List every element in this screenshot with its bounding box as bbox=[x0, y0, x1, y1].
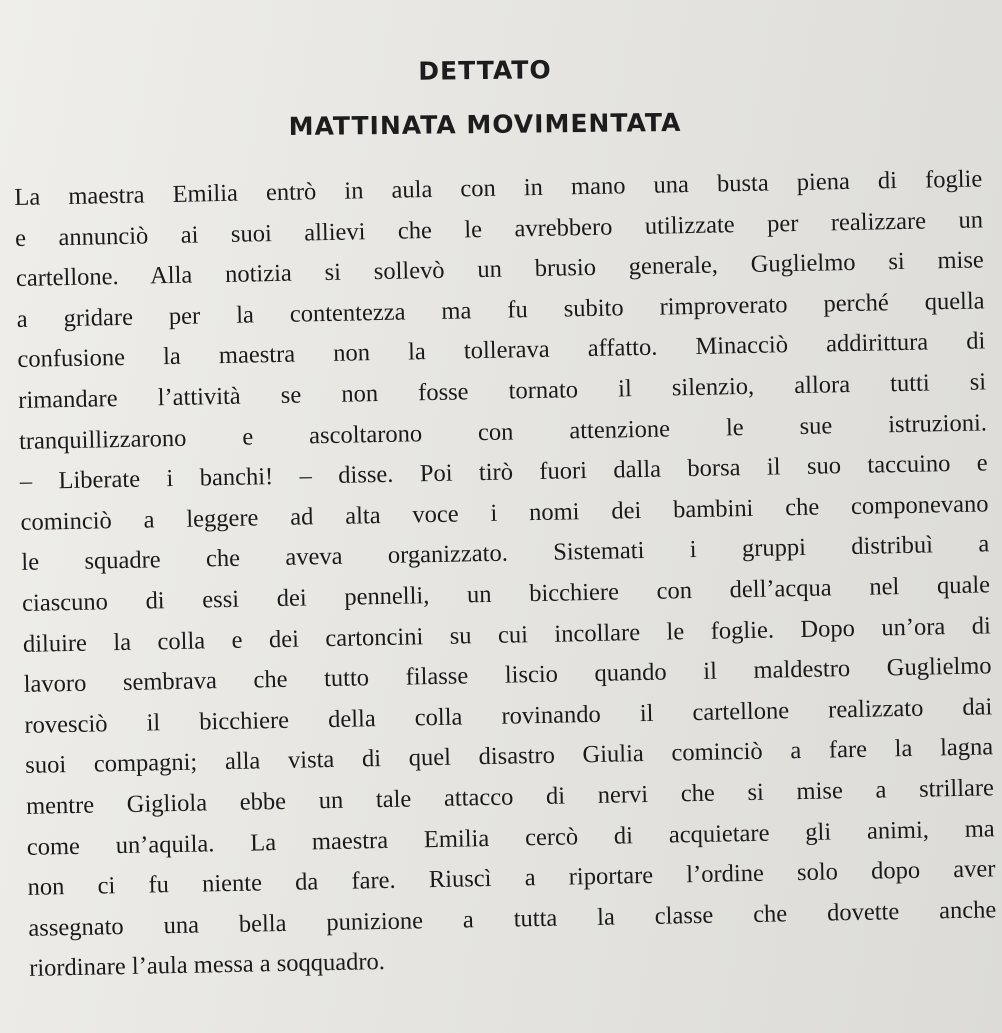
page-title: MATTINATA MOVIMENTATA bbox=[288, 107, 682, 142]
text-line: ciascuno di essi dei pennelli, un bicchiere con dell’acqua nel quale bbox=[21, 571, 991, 617]
text-line: tranquillizzarono e ascoltarono con attenzione le sue istruzioni. bbox=[18, 408, 988, 455]
text-line: non ci fu niente da fare. Riuscì a riportare l’ordine solo dopo aver bbox=[27, 855, 996, 901]
text-line: confusione la maestra non la tollerava affatto. Minacciò addirittura di bbox=[17, 327, 986, 374]
text-line: come un’aquila. La maestra Emilia cercò di acquietare gli animi, ma bbox=[26, 814, 995, 861]
section-label: DETTATO bbox=[418, 55, 552, 86]
text-line: diluire la colla e dei cartoncini su cui incollare le foglie. Dopo un’ora di bbox=[22, 611, 992, 658]
text-line: assegnato una bella punizione a tutta la classe che dovette anche bbox=[28, 895, 997, 942]
text-line: lavoro sembrava che tutto filasse liscio quando il maldestro Guglielmo bbox=[23, 652, 992, 699]
dictation-paragraph bbox=[14, 159, 997, 989]
text-line: cominciò a leggere ad alta voce i nomi dei bambini che componevano bbox=[20, 490, 989, 536]
text-line: le squadre che aveva organizzato. Sistemati i gruppi distribuì a bbox=[21, 530, 990, 577]
text-line: – Liberate i banchi! – disse. Poi tirò fuori dalla borsa il suo taccuino e bbox=[19, 449, 988, 496]
text-line: suoi compagni; alla vista di quel disastro Giulia cominciò a fare la lagna bbox=[25, 733, 994, 780]
text-line: mentre Gigliola ebbe un tale attacco di nervi che si mise a strillare bbox=[25, 774, 995, 820]
text-line: rimandare l’attività se non fosse tornato il silenzio, allora tutti si bbox=[18, 368, 987, 414]
text-line: a gridare per la contentezza ma fu subito rimproverato perché quella bbox=[16, 287, 985, 333]
text-line: riordinare l’aula messa a soqquadro. bbox=[28, 948, 386, 983]
text-line: e annunciò ai suoi allievi che le avrebbero utilizzate per realizzare un bbox=[14, 206, 984, 252]
text-line: rovesciò il bicchiere della colla rovinando il cartellone realizzato dai bbox=[24, 693, 993, 739]
text-line: La maestra Emilia entrò in aula con in mano una busta piena di foglie bbox=[14, 165, 983, 211]
text-line: cartellone. Alla notizia si sollevò un brusio generale, Guglielmo si mise bbox=[15, 246, 985, 293]
